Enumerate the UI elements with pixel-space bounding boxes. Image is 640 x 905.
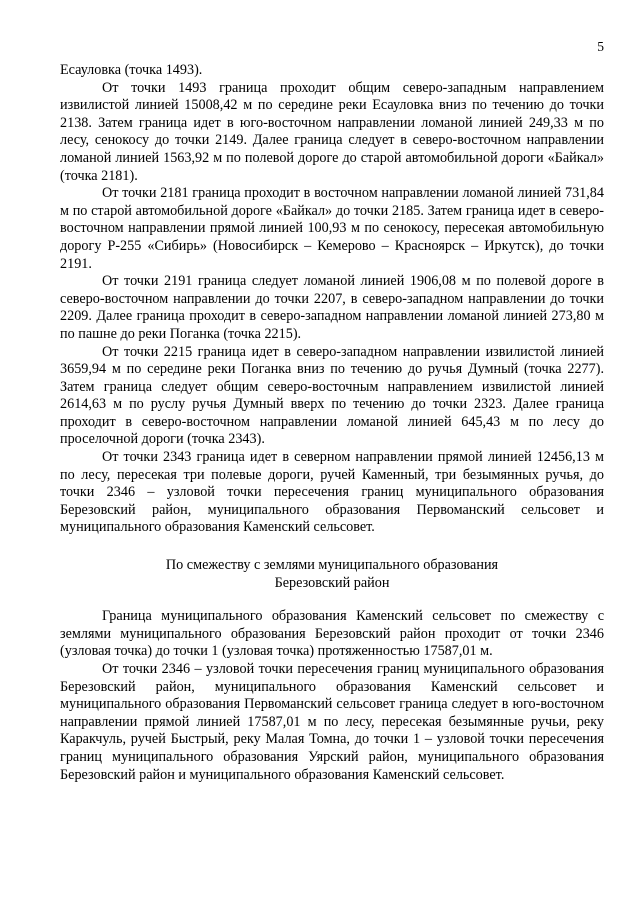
page-number: 5 (597, 39, 604, 54)
paragraph: Граница муниципального образования Каменский сельсовет по смежеству с землями муниципального образования Березовский район проходит от точки 2346 (узловая точка) до точки 1 (узловая точка) протяженностью 17587,01 м. (60, 608, 604, 660)
paragraph: От точки 1493 граница проходит общим северо-западным направлением извилистой линией 15008,42 м по середине реки Есауловка вниз по течению до точки 2138. Затем граница идет в юго-восточном направлении ломаной линией 249,33 м по лесу, сенокосу до точки 2149. Далее граница следует в северо-восточном направлении ломаной линией 1563,92 м по полевой дороге до старой автомобильной дороги «Байкал» (точка 2181). (60, 79, 604, 184)
section-heading (60, 557, 604, 592)
paragraph: От точки 2343 граница идет в северном направлении прямой линией 12456,13 м по лесу, пересекая три полевые дороги, ручей Каменный, три безымянных ручья, до точки 2346 – узловой точки пересечения границ муниципального образования Березовский район, муниципального образования Первоманский сельсовет и муниципального образования Каменский сельсовет. (60, 449, 604, 536)
paragraph: От точки 2215 граница идет в северо-западном направлении извилистой линией 3659,94 м по середине реки Поганка вниз по течению до ручья Думный (точка 2277). Затем граница следует общим северо-восточным направлением извилистой линией 2614,63 м по руслу ручья Думный вверх по течению до точки 2323. Далее граница проходит в северо-восточном направлении ломаной линией 645,43 м по лесу до проселочной дороги (точка 2343). (60, 343, 604, 448)
section-heading-line: По смежеству с землями муниципального образования (165, 557, 499, 574)
paragraph: Есауловка (точка 1493). (60, 62, 203, 78)
paragraph: От точки 2191 граница следует ломаной линией 1906,08 м по полевой дороге в северо-восточном направлении до точки 2207, в северо-западном направлении до точки 2209. Далее граница проходит в северо-западном направлении ломаной линией 273,80 м по пашне до реки Поганка (точка 2215). (60, 273, 604, 342)
paragraph: От точки 2346 – узловой точки пересечения границ муниципального образования Березовский район, муниципального образования Каменский сельсовет и муниципального образования Первоманский сельсовет граница следует в юго-восточном направлении прямой линией 17587,01 м по лесу, пересекая безымянные ручьи, реку Каракчуль, ручей Быстрый, реку Малая Томна, до точки 1 – узловой точки пересечения границ муниципального образования Уярский район, муниципального образования Березовский район и муниципального образования Каменский сельсовет. (60, 661, 604, 783)
section-heading-line: Березовский район (274, 574, 390, 591)
document-body (60, 62, 604, 784)
paragraph: От точки 2181 граница проходит в восточном направлении ломаной линией 731,84 м по старой автомобильной дороге «Байкал» до точки 2185. Затем граница идет в северо-восточном направлении прямой линией 100,93 м по сенокосу, пересекая автомобильную дорогу Р-255 «Сибирь» (Новосибирск – Кемерово – Красноярск – Иркутск), до точки 2191. (60, 185, 604, 272)
